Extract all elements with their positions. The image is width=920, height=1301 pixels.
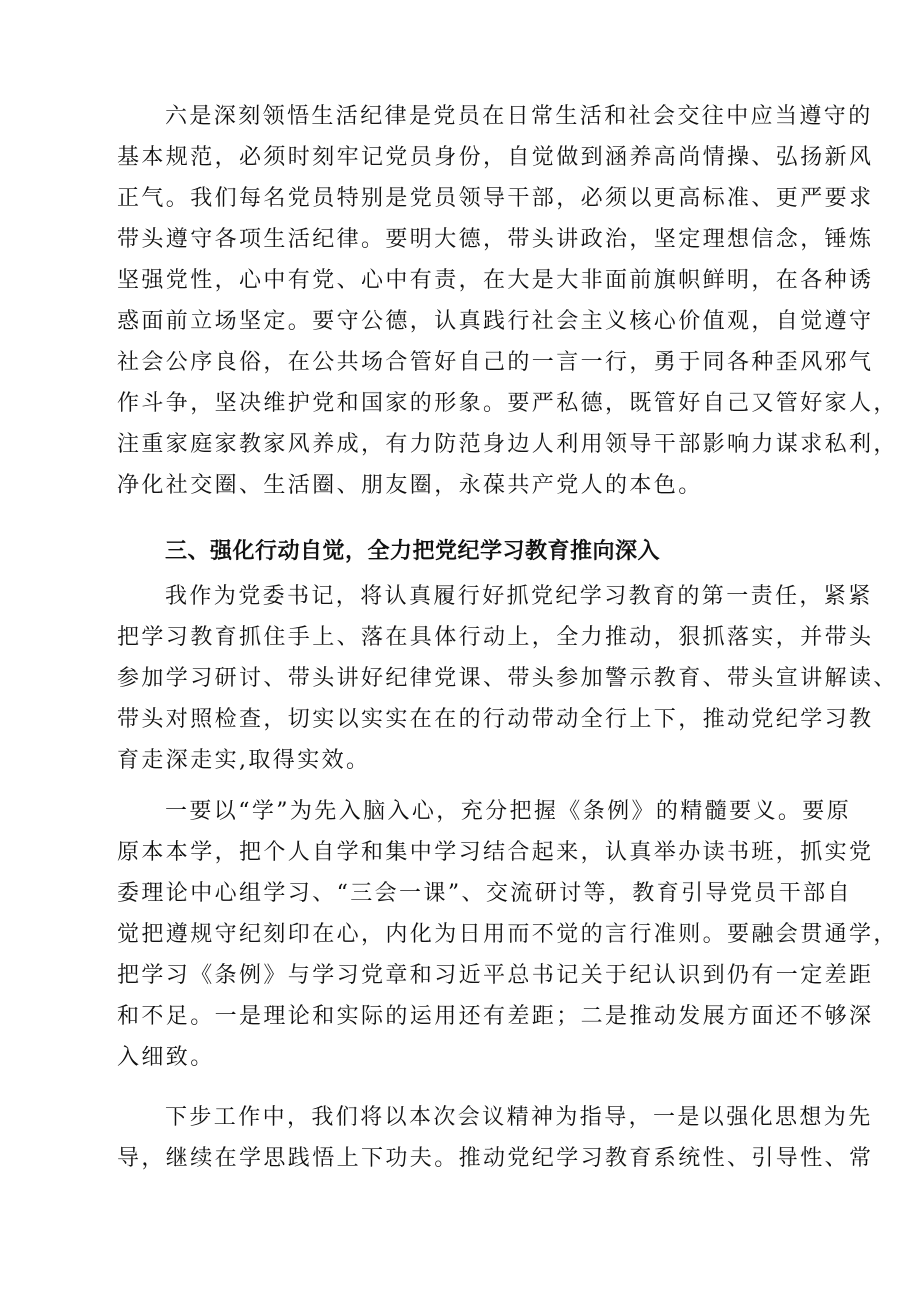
text-line: 一要以“学”为先入脑入心，充分把握《条例》的精髓要义。要原: [165, 799, 852, 824]
text-line: 带头遵守各项生活纪律。要明大德，带头讲政治，坚定理想信念，锤炼: [117, 227, 874, 252]
text-line: 注重家庭家教家风养成，有力防范身边人利用领导干部影响力谋求私利，: [117, 432, 898, 457]
text-line: 和不足。一是理论和实际的运用还有差距；二是推动发展方面还不够深: [117, 1004, 874, 1029]
text-line: 净化社交圈、生活圈、朋友圈，永葆共产党人的本色。: [117, 473, 703, 498]
text-line: 社会公序良俗，在公共场合管好自己的一言一行，勇于同各种歪风邪气: [117, 350, 874, 375]
text-line: 参加学习研讨、带头讲好纪律党课、带头参加警示教育、带头宣讲解读、: [117, 666, 898, 691]
text-line: 原本本学，把个人自学和集中学习结合起来，认真举办读书班，抓实党: [117, 840, 874, 865]
text-line: 坚强党性，心中有党、心中有责，在大是大非面前旗帜鲜明，在各种诱: [117, 268, 874, 293]
text-line: 基本规范，必须时刻牢记党员身份，自觉做到涵养高尚情操、弘扬新风: [117, 145, 874, 170]
text-line: 正气。我们每名党员特别是党员领导干部，必须以更高标准、更严要求: [117, 186, 874, 211]
text-line: 带头对照检查，切实以实实在在的行动带动全行上下，推动党纪学习教: [117, 707, 874, 732]
text-line: 把学习《条例》与学习党章和习近平总书记关于纪认识到仍有一定差距: [117, 963, 874, 988]
text-line: 我作为党委书记，将认真履行好抓党纪学习教育的第一责任，紧紧: [165, 584, 873, 609]
text-line: 惑面前立场坚定。要守公德，认真践行社会主义核心价值观，自觉遵守: [117, 309, 874, 334]
text-line: 把学习教育抓住手上、落在具体行动上，全力推动，狠抓落实，并带头: [117, 625, 874, 650]
text-line: 委理论中心组学习、“三会一课”、交流研讨等，教育引导党员干部自: [117, 881, 852, 906]
text-line: 育走深走实,取得实效。: [117, 748, 371, 773]
text-line: 导，继续在学思践悟上下功夫。推动党纪学习教育系统性、引导性、常: [117, 1146, 874, 1171]
text-line: 觉把遵规守纪刻印在心，内化为日用而不觉的言行准则。要融会贯通学，: [117, 922, 898, 947]
text-line: 入细致。: [117, 1045, 215, 1070]
text-line: 六是深刻领悟生活纪律是党员在日常生活和社会交往中应当遵守的: [165, 104, 873, 129]
section-heading: 三、强化行动自觉，全力把党纪学习教育推向深入: [165, 539, 661, 564]
text-line: 下步工作中，我们将以本次会议精神为指导，一是以强化思想为先: [165, 1105, 873, 1130]
text-line: 作斗争，坚决维护党和国家的形象。要严私德，既管好自己又管好家人，: [117, 391, 898, 416]
